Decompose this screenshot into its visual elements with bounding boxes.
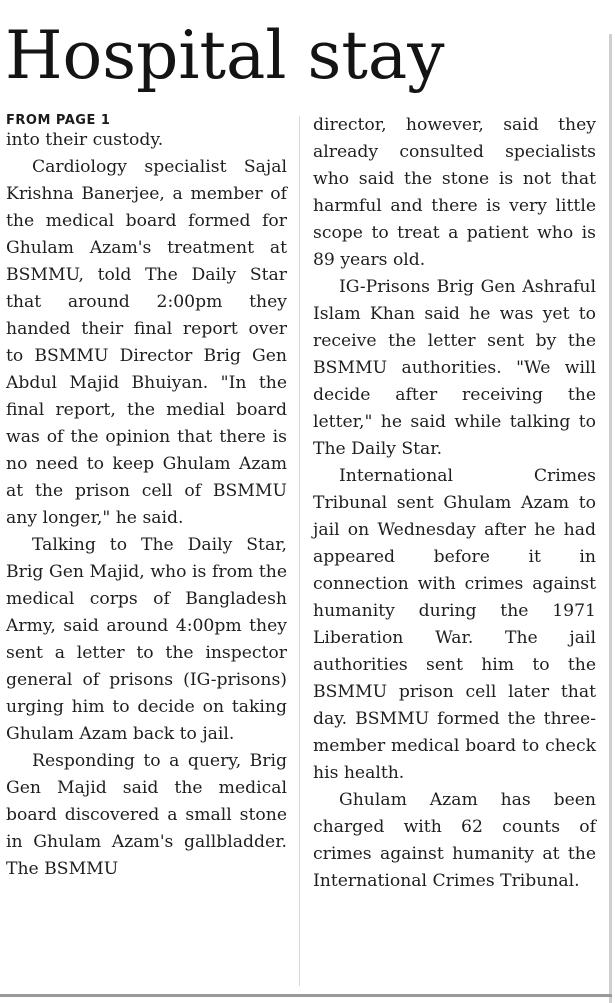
left-column [6, 127, 287, 883]
paragraph: International Crimes Tribunal sent Ghulam Azam to jail on Wednesday after he had appeared before it in connection with crimes against humanity during the 1971 Liberation War. The jail authorities sent him to the BSMMU prison cell later that day. BSMMU formed the three-member medical board to check his health. [313, 466, 596, 783]
continuation-kicker: FROM PAGE 1 [6, 113, 111, 128]
paragraph: Ghulam Azam has been charged with 62 counts of crimes against humanity at the International Crimes Tribunal. [313, 790, 596, 891]
page-edge-rule [609, 34, 612, 1003]
paragraph: Cardiology specialist Sajal Krishna Banerjee, a member of the medical board formed for Ghulam Azam's treatment at BSMMU, told The Daily Star that around 2:00pm they handed their final report over to BSMMU Director Brig Gen Abdul Majid Bhuiyan. "In the final report, the medial board was of the opinion that there is no need to keep Ghulam Azam at the prison cell of BSMMU any longer," he said. [6, 157, 287, 528]
column-divider [299, 116, 300, 986]
bottom-rule [0, 994, 612, 997]
paragraph: director, however, said they already consulted specialists who said the stone is not that harmful and there is very little scope to treat a patient who is 89 years old. [313, 115, 596, 270]
article-headline: Hospital stay [5, 17, 445, 94]
paragraph: Responding to a query, Brig Gen Majid said the medical board discovered a small stone in Ghulam Azam's gallbladder. The BSMMU [6, 751, 287, 879]
paragraph: into their custody. [6, 130, 164, 150]
paragraph: Talking to The Daily Star, Brig Gen Majid, who is from the medical corps of Bangladesh Army, said around 4:00pm they sent a letter to the inspector general of prisons (IG-prisons) urging him to decide on taking Ghulam Azam back to jail. [6, 535, 287, 744]
paragraph: IG-Prisons Brig Gen Ashraful Islam Khan said he was yet to receive the letter sent by the BSMMU authorities. "We will decide after receiving the letter," he said while talking to The Daily Star. [313, 277, 596, 459]
right-column [313, 112, 596, 895]
